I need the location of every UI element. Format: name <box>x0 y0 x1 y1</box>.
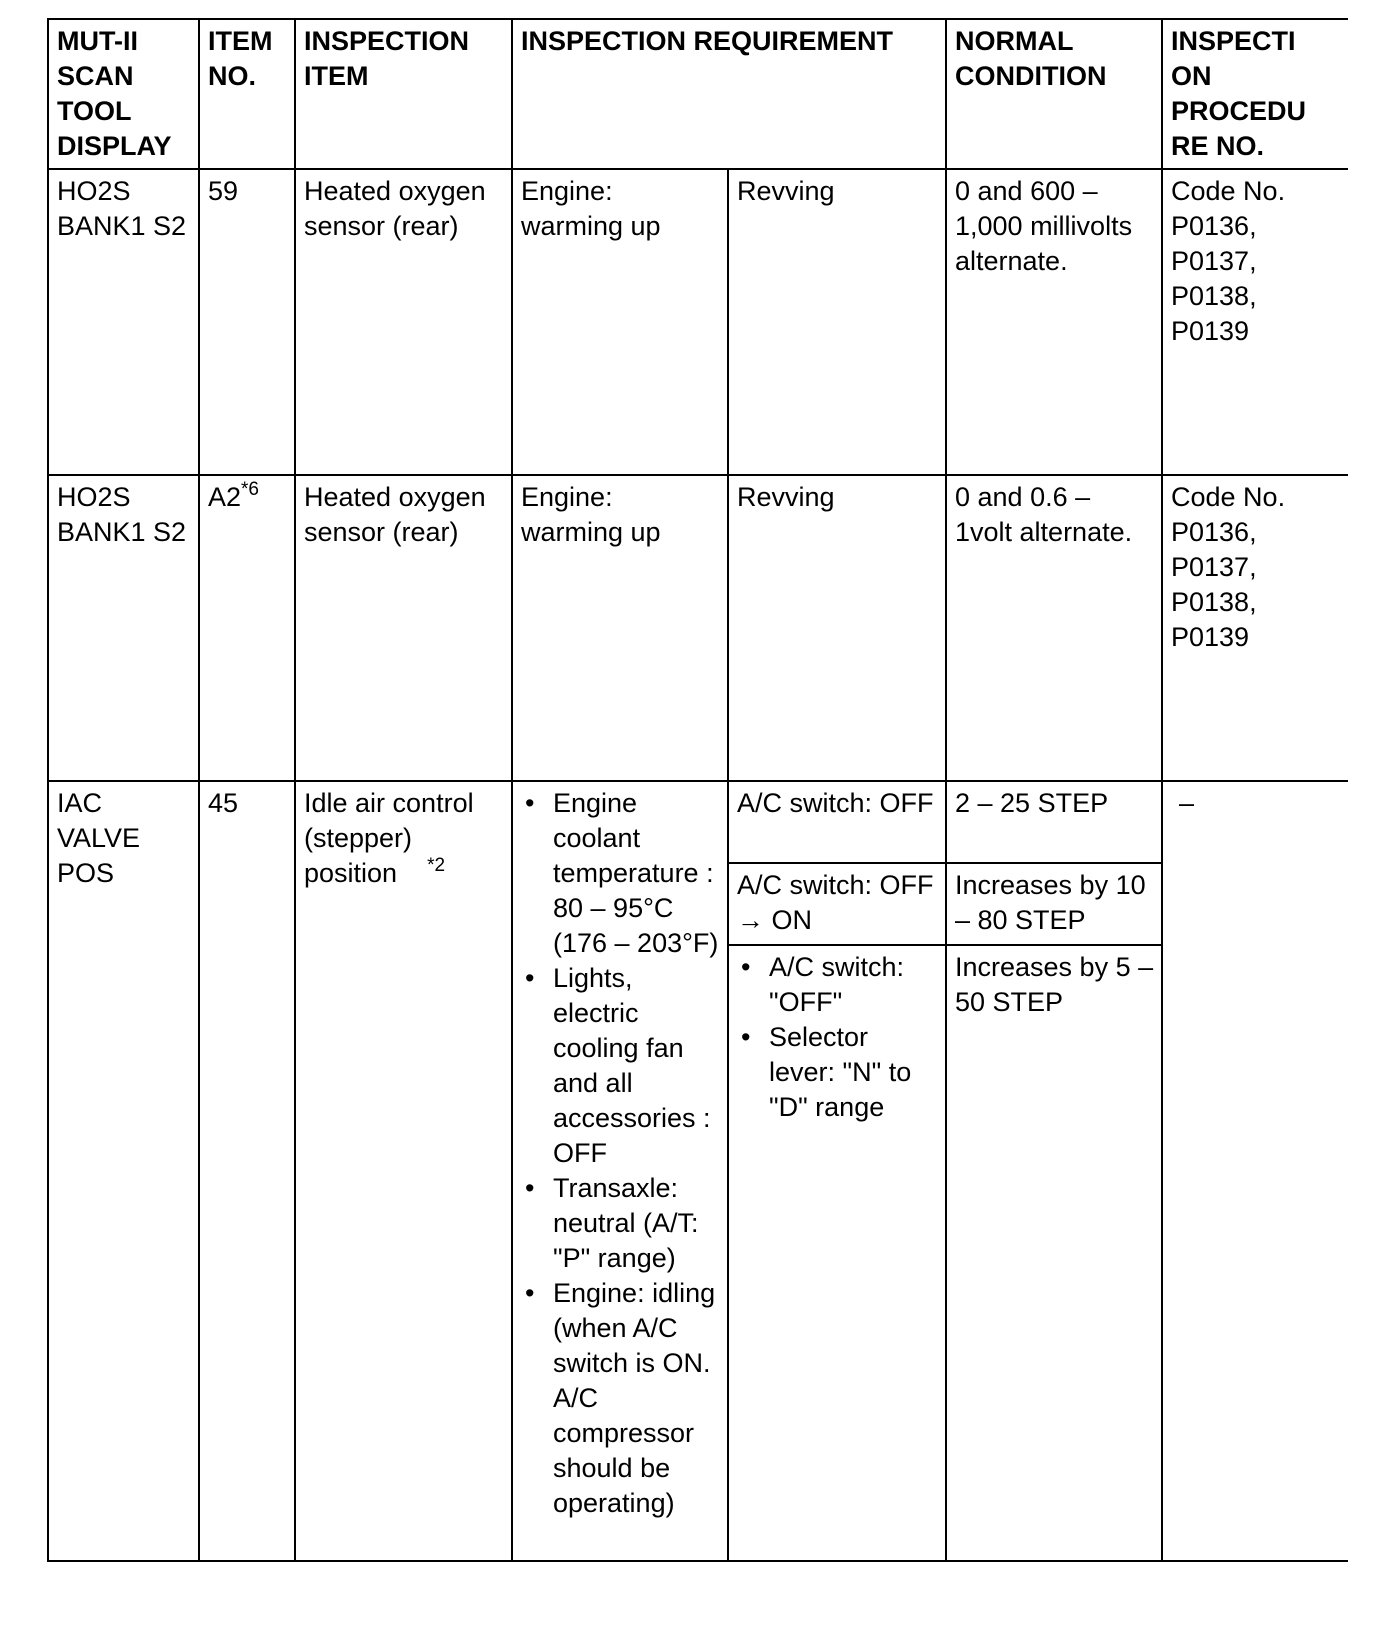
header-display: MUT-II SCAN TOOL DISPLAY <box>48 19 199 169</box>
header-item-no: ITEM NO. <box>199 19 295 169</box>
header-inspection-item: INSPECTION ITEM <box>295 19 512 169</box>
cell-procedure-no: Code No. P0136, P0137, P0138, P0139 <box>1162 475 1348 781</box>
cell-inspection-item: Heated oxygen sensor (rear) <box>295 169 512 475</box>
header-row <box>48 19 1348 169</box>
cell-requirement-conditions <box>512 781 728 1561</box>
cell-sub-requirement-1: A/C switch: OFF <box>728 781 946 863</box>
cell-procedure-no: – <box>1162 781 1348 1561</box>
header-normal-condition: NORMAL CONDITION <box>946 19 1162 169</box>
cell-display: HO2S BANK1 S2 <box>48 169 199 475</box>
cell-inspection-item <box>295 781 512 1561</box>
table-row <box>48 781 1348 863</box>
cell-item-no: 45 <box>199 781 295 1561</box>
cell-display: HO2S BANK1 S2 <box>48 475 199 781</box>
cell-procedure-no: Code No. P0136, P0137, P0138, P0139 <box>1162 169 1348 475</box>
cell-requirement-b: Revving <box>728 169 946 475</box>
condition-item: • Lights, electric cooling fan and all accessories : OFF <box>553 961 720 1171</box>
inspection-item-text: Idle air control (stepper) position <box>304 788 474 888</box>
condition-item: • Engine coolant temperature : 80 – 95°C (176 – 203°F) <box>553 786 720 961</box>
cell-requirement-a: Engine: warming up <box>512 169 728 475</box>
header-requirement: INSPECTION REQUIREMENT <box>512 19 946 169</box>
inspection-table <box>47 18 1348 1562</box>
cell-inspection-item: Heated oxygen sensor (rear) <box>295 475 512 781</box>
condition-item: • Engine: idling (when A/C switch is ON. A/C compressor should be operating) <box>553 1276 720 1521</box>
item-no-footnote: *6 <box>241 479 259 500</box>
sub-requirement-item: • A/C switch: "OFF" <box>769 950 938 1020</box>
cell-display: IAC VALVE POS <box>48 781 199 1561</box>
table-row <box>48 475 1348 781</box>
cell-normal-condition: 0 and 600 – 1,000 millivolts alternate. <box>946 169 1162 475</box>
condition-item: • Transaxle: neutral (A/T: "P" range) <box>553 1171 720 1276</box>
cell-sub-requirement-3 <box>728 945 946 1561</box>
cell-sub-normal-3: Increases by 5 – 50 STEP <box>946 945 1162 1561</box>
header-procedure-no: INSPECTI ON PROCEDU RE NO. <box>1162 19 1348 169</box>
cell-requirement-b: Revving <box>728 475 946 781</box>
cell-sub-normal-1: 2 – 25 STEP <box>946 781 1162 863</box>
conditions-list <box>521 786 720 1521</box>
cell-item-no <box>199 169 295 475</box>
sub-requirement-list <box>737 950 938 1125</box>
cell-normal-condition: 0 and 0.6 – 1volt alternate. <box>946 475 1162 781</box>
cell-requirement-a: Engine: warming up <box>512 475 728 781</box>
inspection-item-footnote: *2 <box>427 855 446 876</box>
cell-sub-requirement-2: A/C switch: OFF → ON <box>728 863 946 945</box>
cell-sub-normal-2: Increases by 10 – 80 STEP <box>946 863 1162 945</box>
item-no-text: 59 <box>208 176 239 206</box>
sub-requirement-item: • Selector lever: "N" to "D" range <box>769 1020 938 1125</box>
cell-item-no <box>199 475 295 781</box>
table-row <box>48 169 1348 475</box>
item-no-text: A2 <box>208 482 242 512</box>
